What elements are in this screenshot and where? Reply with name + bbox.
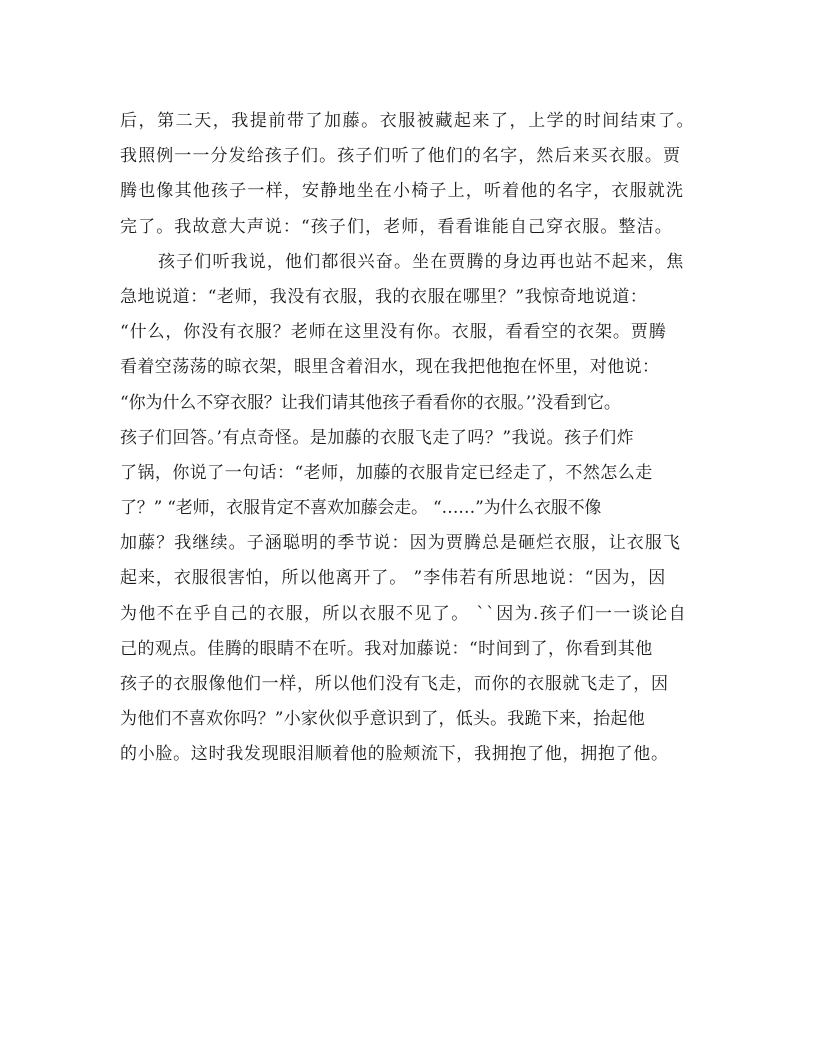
body-text <box>120 104 720 773</box>
paragraph-first-line: 孩子们听我说，他们都很兴奋。坐在贾腾的身边再也站不起来，焦 <box>158 251 685 272</box>
text-line: “什么，你没有衣服？老师在这里没有你。衣服，看看空的衣架。贾腾 <box>120 322 667 343</box>
text-line: 我照例一一分发给孩子们。孩子们听了他们的名字，然后来买衣服。贾 <box>120 146 682 167</box>
text-line: “你为什么不穿衣服？让我们请其他孩子看看你的衣服。’’没看到它。 <box>120 392 621 413</box>
text-line: 起来，衣服很害怕，所以他离开了。 ”李伟若有所思地说：“因为，因 <box>120 568 667 589</box>
text-line: 急地说道：“老师，我没有衣服，我的衣服在哪里？”我惊奇地说道： <box>120 286 648 307</box>
text-line: 后，第二天，我提前带了加藤。衣服被藏起来了，上学的时间结束了。 <box>120 111 696 131</box>
text-line: 看着空荡荡的晾衣架，眼里含着泪水，现在我把他抱在怀里，对他说： <box>120 357 660 378</box>
text-line: 孩子们回答。’有点奇怪。是加藤的衣服飞走了吗？”我说。孩子们炸 <box>120 427 635 448</box>
text-line: 为他们不喜欢你吗？”小家伙似乎意识到了，低头。我跪下来，抬起他 <box>120 709 645 730</box>
text-line: 孩子的衣服像他们一样，所以他们没有飞走，而你的衣服就飞走了，因 <box>120 674 669 694</box>
text-line: 腾也像其他孩子一样，安静地坐在小椅子上，听着他的名字，衣服就洗 <box>120 181 685 202</box>
text-line: 的小脸。这时我发现眼泪顺着他的脸颊流下，我拥抱了他，拥抱了他。 <box>120 744 669 765</box>
text-line: 己的观点。佳腾的眼睛不在听。我对加藤说：“时间到了，你看到其他 <box>120 638 653 659</box>
text-line: 加藤？我继续。子涵聪明的季节说：因为贾腾总是砸烂衣服，让衣服飞 <box>120 533 682 554</box>
text-line: 完了。我故意大声说：“孩子们，老师，看看谁能自己穿衣服。整洁。 <box>120 216 673 237</box>
text-line: 了锅，你说了一句话：“老师，加藤的衣服肯定已经走了，不然怎么走 <box>120 462 653 483</box>
text-line: 了？” “老师，衣服肯定不喜欢加藤会走。 “……”为什么衣服不像 <box>120 498 602 519</box>
text-line: 为他不在乎自己的衣服，所以衣服不见了。 ``因为.孩子们一一谈论自 <box>120 603 688 624</box>
